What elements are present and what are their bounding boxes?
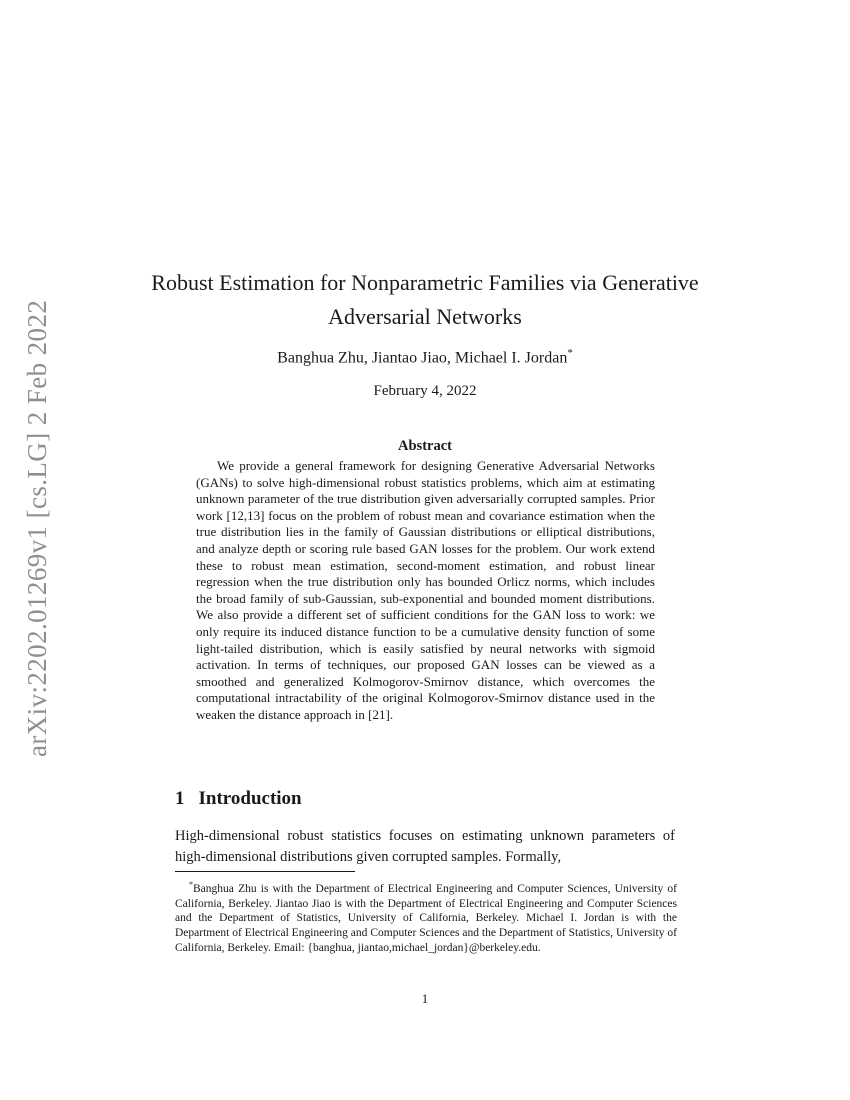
abstract-text: We provide a general framework for designing Generative Adversarial Networks (GANs) to solve high-dimensional robust statistics problems, which aim at estimating unknown parameter of the true distribution given adversarially corrupted samples. Prior work [12,13] focus on the problem of robust mean and covariance estimation when the true distribution lies in the family of Gaussian distributions or elliptical distributions, and analyze depth or scoring rule based GAN losses for the problem. Our work extend these to robust mean estimation, second-moment estimation, and robust linear regression when the true distribution only has bounded Orlicz norms, which includes the broad family of sub-Gaussian, sub-exponential and bounded moment distributions. We also provide a different set of sufficient conditions for the GAN loss to work: we only require its induced distance function to be a cumulative density function of some light-tailed distribution, which is easily satisfied by neural networks with sigmoid activation. In terms of techniques, our proposed GAN losses can be viewed as a smoothed and generalized Kolmogorov-Smirnov distance, which overcomes the computational intractability of the original Kolmogorov-Smirnov distance used in the weaken the distance approach in [21]. <box>196 458 655 722</box>
author-affiliation-footnote <box>175 878 677 956</box>
footnote-marker: * <box>189 880 193 889</box>
paper-title: Robust Estimation for Nonparametric Families via Generative Adversarial Networks <box>151 270 699 329</box>
section-heading-introduction <box>175 788 302 810</box>
footnote-text: Banghua Zhu is with the Department of Electrical Engineering and Computer Sciences, University of California, Berkeley. Jiantao Jiao is with the Department of Electrical Engineering and Computer Sciences and the Department of Statistics, University of California, Berkeley. Michael I. Jordan is with the Department of Electrical Engineering and Computer Sciences and the Department of Statistics, University of California, Berkeley. Email: {banghua, jiantao,michael_jordan}@berkeley.edu. <box>175 882 677 955</box>
section-number: 1 <box>175 788 185 809</box>
page-number: 1 <box>421 991 429 1006</box>
author-names: Banghua Zhu, Jiantao Jiao, Michael I. Jordan <box>277 349 568 367</box>
author-line <box>0 347 850 367</box>
footnote-rule <box>175 871 355 872</box>
author-footnote-mark: * <box>567 347 573 359</box>
abstract-heading: Abstract <box>398 438 452 454</box>
section-title: Introduction <box>198 788 302 809</box>
paper-date: February 4, 2022 <box>373 383 477 399</box>
arxiv-watermark: arXiv:2202.01269v1 [cs.LG] 2 Feb 2022 <box>22 299 52 757</box>
introduction-paragraph: High-dimensional robust statistics focuses on estimating unknown parameters of high-dimensional distributions given corrupted samples. Formally, <box>175 828 675 865</box>
